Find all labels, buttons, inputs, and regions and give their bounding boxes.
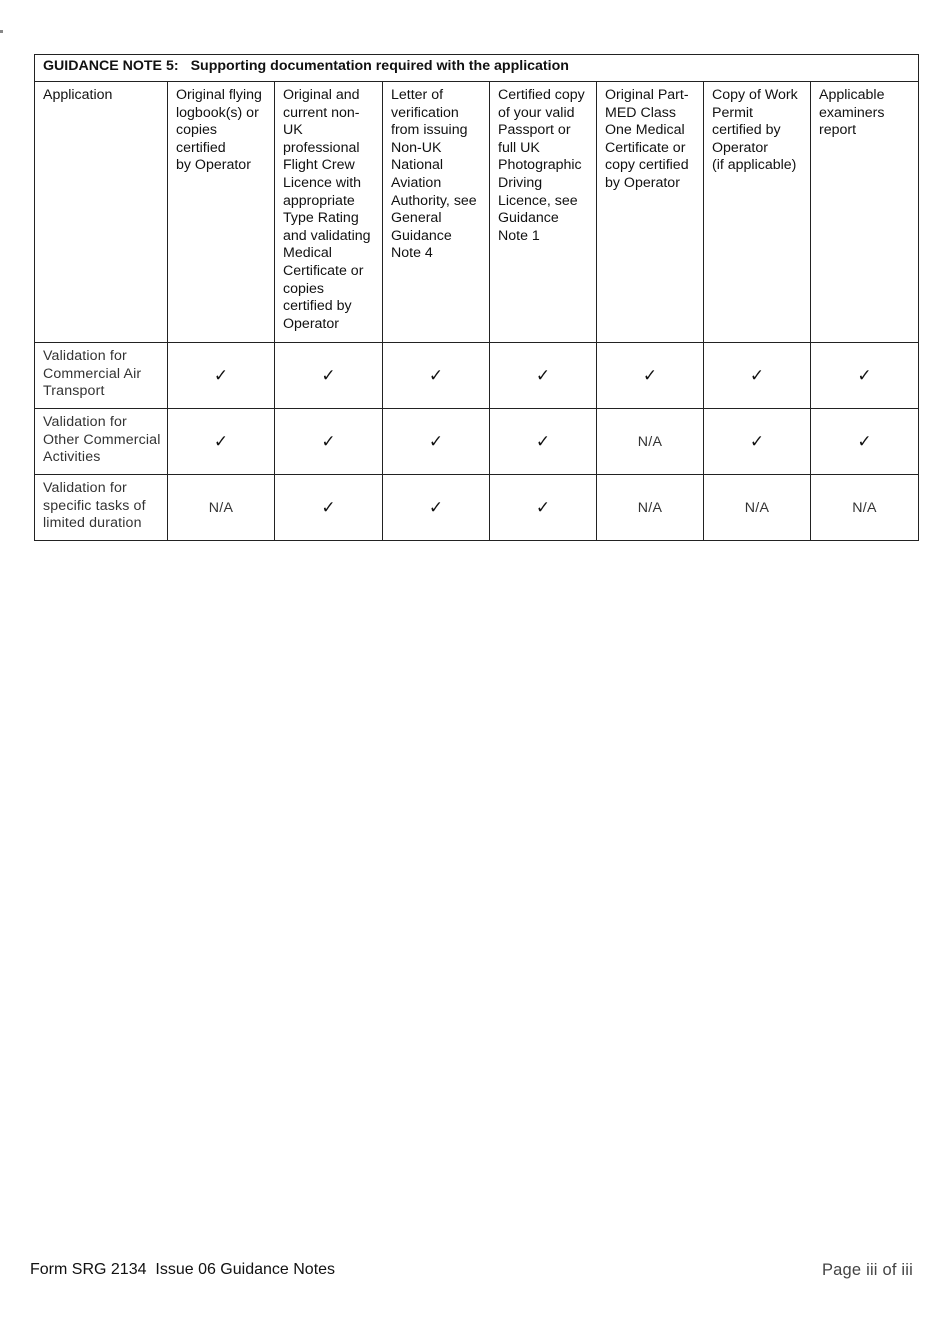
column-header-line: Driving [498, 174, 543, 191]
column-header-line: from issuing [391, 122, 468, 139]
checkmark-icon: ✓ [321, 497, 336, 518]
supporting-documentation-table [34, 54, 919, 541]
column-header-line: Authority, see [391, 192, 477, 209]
table-body [35, 343, 919, 541]
column-header-line: Aviation [391, 174, 442, 191]
not-applicable-text: N/A [637, 499, 663, 516]
checkmark-icon: ✓ [535, 497, 551, 518]
table-cell [811, 343, 919, 409]
column-header-line: of your valid [498, 104, 575, 121]
table-row [35, 475, 919, 541]
column-header-line: Operator [712, 139, 768, 156]
table-cell [275, 409, 383, 475]
checkmark-icon: ✓ [749, 365, 765, 386]
column-header-line: appropriate [283, 192, 355, 209]
column-header-line: by Operator [605, 174, 680, 191]
column-header-line: Non-UK [391, 139, 442, 156]
column-header-line: Certified copy [498, 87, 585, 103]
column-header-line: Flight Crew [283, 157, 355, 174]
table-cell [383, 343, 490, 409]
checkmark-icon: ✓ [428, 365, 444, 386]
column-header-line: Original and [283, 87, 360, 103]
table-cell [168, 409, 275, 475]
table-cell [704, 409, 811, 475]
row-label-line: limited duration [43, 515, 142, 532]
column-header-line: Applicable [819, 87, 885, 103]
checkmark-icon: ✓ [428, 431, 444, 452]
column-header-line: Photographic [498, 157, 582, 174]
table-cell [597, 409, 704, 475]
column-header-application [35, 82, 168, 343]
column-header-line: current non- [283, 104, 360, 121]
checkmark-icon: ✓ [321, 431, 336, 452]
checkmark-icon: ✓ [857, 365, 872, 386]
column-header-6 [704, 82, 811, 343]
column-header-line: Passport or [498, 122, 571, 139]
table-cell [275, 475, 383, 541]
column-header-line: copies certified [176, 122, 226, 156]
column-header-line: Note 1 [498, 227, 540, 244]
not-applicable-text: N/A [852, 499, 877, 516]
table-cell [597, 475, 704, 541]
checkmark-icon: ✓ [749, 431, 765, 452]
row-label [35, 343, 168, 409]
column-header-1 [168, 82, 275, 343]
column-header-line: Licence, see [498, 192, 578, 209]
column-header-line: copy certified [605, 157, 689, 174]
table-cell [597, 343, 704, 409]
table-cell [704, 343, 811, 409]
column-header-line: report [819, 122, 857, 139]
column-header-line: professional [283, 139, 360, 156]
row-label-line: Transport [43, 383, 105, 400]
column-header-line: Certificate or [283, 262, 364, 279]
column-header-line: (if applicable) [712, 157, 797, 174]
row-label-line: Commercial Air [43, 365, 142, 382]
column-header-line: One Medical [605, 122, 685, 139]
table-cell [383, 409, 490, 475]
table-row [35, 343, 919, 409]
column-header-line: Licence with [283, 174, 362, 191]
column-header-row [35, 82, 919, 343]
column-header-5 [597, 82, 704, 343]
checkmark-icon: ✓ [857, 431, 872, 452]
table-cell [383, 475, 490, 541]
row-label-line: Other Commercial [43, 431, 161, 448]
column-header-line: Permit [712, 104, 753, 121]
not-applicable-text: N/A [744, 499, 770, 516]
table-cell [490, 409, 597, 475]
table-cell [490, 475, 597, 541]
table-row [35, 409, 919, 475]
column-header-line: certified by [712, 122, 781, 139]
form-reference: Form SRG 2134 Issue 06 Guidance Notes [30, 1261, 336, 1278]
guidance-note-number: GUIDANCE NOTE 5: [43, 58, 179, 74]
column-header-line: full UK [498, 139, 540, 156]
column-header-2 [275, 82, 383, 343]
not-applicable-text: N/A [637, 433, 663, 450]
column-header-line: Application [43, 87, 113, 103]
table-cell [275, 343, 383, 409]
checkmark-icon: ✓ [213, 431, 229, 452]
row-label [35, 475, 168, 541]
guidance-note-title [35, 55, 919, 82]
column-header-line: General [391, 210, 442, 227]
column-header-line: UK [283, 122, 303, 139]
checkmark-icon: ✓ [213, 365, 229, 386]
column-header-line: verification [391, 104, 459, 121]
row-label-line: specific tasks of [43, 497, 146, 514]
row-label-line: Validation for [43, 414, 127, 430]
checkmark-icon: ✓ [428, 497, 444, 518]
column-header-line: copies [283, 280, 325, 297]
row-label-line: Activities [43, 449, 101, 466]
table-cell [811, 409, 919, 475]
column-header-4 [490, 82, 597, 343]
checkmark-icon: ✓ [642, 365, 658, 386]
table-cell [704, 475, 811, 541]
row-label [35, 409, 168, 475]
column-header-line: Guidance [498, 210, 559, 227]
checkmark-icon: ✓ [535, 365, 551, 386]
column-header-line: by Operator [176, 157, 251, 174]
column-header-line: Type Rating [283, 210, 359, 227]
table-cell [168, 475, 275, 541]
table-title-row [35, 55, 919, 82]
table-cell [490, 343, 597, 409]
column-header-line: certified by [283, 298, 352, 315]
table-cell [811, 475, 919, 541]
column-header-line: examiners [819, 104, 885, 121]
column-header-line: Certificate or [605, 139, 686, 156]
column-header-line: Letter of [391, 87, 444, 103]
column-header-line: and validating [283, 227, 371, 244]
scan-mark [0, 30, 3, 33]
column-header-line: Copy of Work [712, 87, 798, 103]
column-header-line: Operator [283, 315, 339, 332]
column-header-line: logbook(s) or [176, 104, 259, 121]
column-header-line: MED Class [605, 104, 676, 121]
column-header-line: National [391, 157, 444, 174]
column-header-line: Original flying [176, 87, 262, 103]
column-header-line: Medical [283, 245, 332, 262]
column-header-line: Guidance [391, 227, 452, 244]
checkmark-icon: ✓ [535, 431, 551, 452]
table-cell [168, 343, 275, 409]
column-header-3 [383, 82, 490, 343]
checkmark-icon: ✓ [321, 365, 336, 386]
column-header-line: Note 4 [391, 245, 433, 262]
guidance-note-heading: Supporting documentation required with the application [190, 58, 569, 74]
column-header-line: Original Part- [605, 87, 689, 103]
page-number: Page iii of iii [821, 1261, 913, 1279]
column-header-7 [811, 82, 919, 343]
row-label-line: Validation for [43, 480, 127, 496]
row-label-line: Validation for [43, 348, 127, 364]
not-applicable-text: N/A [208, 499, 234, 516]
